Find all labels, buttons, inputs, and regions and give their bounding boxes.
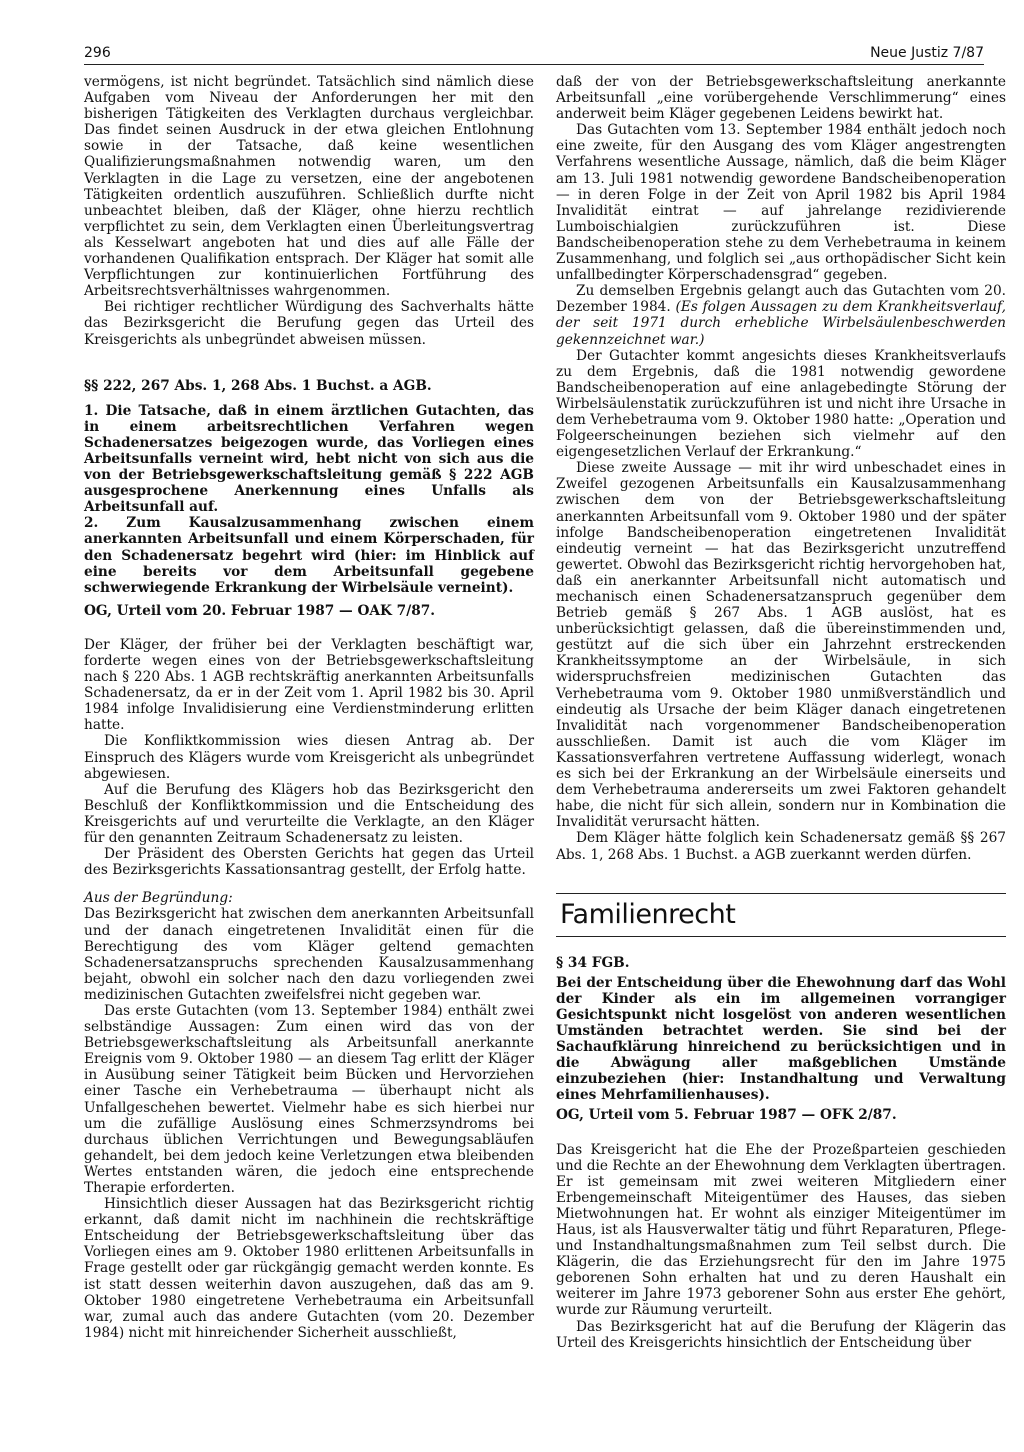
law-reference: § 34 FGB. [556,954,630,971]
paragraph-text: Zu demselben Ergebnis gelangt auch das Gutachten vom 20. Dezember 1984. [556,283,1006,316]
paragraph: Das Kreisgericht hat die Ehe der Prozeßparteien geschieden und die Rechte an der Ehewohnung dem Verklagten übertragen. Er ist gemeinsam mit zwei weiteren Mitgliedern einer Erbengemeinschaft Miteigentümer des Hauses, das sieben Mietwohnungen hat. Er wohnt als einziger Miteigentümer im Haus, ist als Hausverwalter tätig und führt Reparaturen, Pflege- und Instandhaltungsmaßnahmen zum Teil selbst durch. Die Klägerin, die das Erziehungsrecht für den im Jahre 1975 geborenen Sohn erhalten hat und zu deren Haushalt ein weiterer im Jahre 1973 geborener Sohn aus erster Ehe gehört, wurde zur Räumung verurteilt. [556,1141,1006,1319]
paragraph: Dem Kläger hätte folglich kein Schadenersatz gemäß §§ 267 Abs. 1, 268 Abs. 1 Buchst. a AGB zuerkannt werden dürfen. [556,830,1006,863]
paragraph: Der Gutachter kommt angesichts dieses Krankheitsverlaufs zu dem Ergebnis, daß die 1981 notwendig gewordene Bandscheibenoperation auf eine anlagebedingte Störung der Wirbelsäulenstatik zurückzuführen ist und nicht ihre Ursache in dem Verhebetrauma vom 9. Oktober 1980 hatte: „Operation und Folgeerscheinungen beziehen sich vielmehr auf den eigengesetzlichen Verlauf der Erkrankung.“ [556,347,1006,461]
headnote-1: 1. Die Tatsache, daß in einem ärztlichen Gutachten, das in einem arbeitsrechtlichen Verfahren wegen Schadenersatzes beigezogen wurde, das Vorliegen eines Arbeitsunfalls verneint wird, hebt nicht von sich aus die von der Betriebsgewerkschaftsleitung gemäß § 222 AGB ausgesprochene Anerkennung eines Unfalls als Arbeitsunfall auf. [84,402,534,516]
court-citation: OG, Urteil vom 5. Februar 1987 — OFK 2/87. [556,1107,897,1124]
journal-issue: Neue Justiz 7/87 [870,45,984,61]
paragraph: daß der von der Betriebsgewerkschaftsleitung anerkannte Arbeitsunfall „eine vorübergehende Verschlimmerung“ eines anderweit beim Kläger gegebenen Leidens bewirkt hat. [556,74,1006,123]
paragraph: Auf die Berufung des Klägers hob das Bezirksgericht den Beschluß der Konfliktkommission und die Entscheidung des Kreisgerichts auf und verurteilte die Verklagte, an den Kläger für den genannten Zeitraum Schadenersatz zu leisten. [84,781,534,847]
right-column [556,74,1006,1351]
paragraph-italic-note: (Es folgen Aussagen zu dem Krankheitsverlauf, der seit 1971 durch erhebliche Wirbelsäulenbeschwerden gekennzeichnet war.) [556,299,1006,348]
paragraph: Hinsichtlich dieser Aussagen hat das Bezirksgericht richtig erkannt, daß damit nicht im nachhinein die rechtskräftige Entscheidung der Betriebsgewerkschaftsleitung über das Vorliegen eines am 9. Oktober 1980 erlittenen Arbeitsunfalls in Frage gestellt oder gar rückgängig gemacht werden konnte. Es ist statt dessen weiterhin davon auszugehen, daß das am 9. Oktober 1980 eingetretene Verhebetrauma ein Arbeitsunfall war, zumal auch das andere Gutachten (vom 20. Dezember 1984) nicht mit hinreichender Sicherheit ausschließt, [84,1196,534,1341]
paragraph: Der Kläger, der früher bei der Verklagten beschäftigt war, forderte wegen eines von der Betriebsgewerkschaftsleitung nach § 220 Abs. 1 AGB rechtskräftig anerkannten Arbeitsunfalls Schadenersatz, da er in der Zeit vom 1. April 1982 bis 30. April 1984 infolge Invalidisierung eine Verdienstminderung erlitten hatte. [84,636,534,734]
paragraph: Der Präsident des Obersten Gerichts hat gegen das Urteil des Bezirksgerichts Kassationsantrag gestellt, der Erfolg hatte. [84,846,534,879]
paragraph: Das Bezirksgericht hat zwischen dem anerkannten Arbeitsunfall und der danach eingetretenen Invalidität einen für die Berechtigung des vom Kläger geltend gemachten Schadenersatzanspruchs sprechenden Kausalzusammenhang bejaht, obwohl ein solcher nach den dazu vorliegenden zwei medizinischen Gutachten zweifelsfrei nicht gegeben war. [84,906,534,1003]
paragraph: Die Konfliktkommission wies diesen Antrag ab. Der Einspruch des Klägers wurde vom Kreisgericht als unbegründet abgewiesen. [84,733,534,782]
paragraph: Das erste Gutachten (vom 13. September 1984) enthält zwei selbständige Aussagen: Zum einen wird das von der Betriebsgewerkschaftsleitung als Arbeitsunfall anerkannte Ereignis vom 9. Oktober 1980 — an diesem Tag erlitt der Kläger in Ausübung seiner Tätigkeit beim Bücken und Hervorziehen einer Tasche ein Verhebetrauma — überhaupt nicht als Unfallgeschehen bewertet. Vielmehr habe es sich hierbei nur um die zufällige Auslösung eines Schmerzsyndroms bei durchaus üblichen Verrichtungen und Bewegungsabläufen gehandelt, bei dem jedoch keine Verletzungen etwa bleibenden Wertes entstanden wären, die jedoch eine entsprechende Therapie erforderten. [84,1002,534,1196]
headnote-2: 2. Zum Kausalzusammenhang zwischen einem anerkannten Arbeitsunfall und einem Körperschaden, für den Schadenersatz begehrt wird (hier: im Hinblick auf eine bereits vor dem Arbeitsunfall gegebene schwerwiegende Erkrankung der Wirbelsäule verneint). [84,515,534,596]
section-heading: Familienrecht [556,893,1006,937]
left-column [84,74,534,1341]
court-citation: OG, Urteil vom 20. Februar 1987 — OAK 7/87. [84,602,436,619]
page-header [84,42,984,65]
page-number: 296 [84,45,111,61]
law-reference: §§ 222, 267 Abs. 1, 268 Abs. 1 Buchst. a AGB. [84,377,432,394]
paragraph: Das Bezirksgericht hat auf die Berufung der Klägerin das Urteil des Kreisgerichts hinsichtlich der Entscheidung über [556,1318,1006,1351]
paragraph [556,283,1006,347]
paragraph: Diese zweite Aussage — mit ihr wird unbeschadet eines in Zweifel gezogenen Arbeitsunfalls ein Kausalzusammenhang zwischen dem von der Betriebsgewerkschaftsleitung anerkannten Arbeitsunfall vom 9. Oktober 1980 und der später infolge Bandscheibenoperation eingetretenen Invalidität eindeutig verneint — hat das Bezirksgericht unzutreffend gewertet. Obwohl das Bezirksgericht richtig hervorgehoben hat, daß ein anerkannter Arbeitsunfall nicht automatisch und mechanisch einen Schadenersatzanspruch gegenüber dem Betrieb gemäß § 267 Abs. 1 AGB auslöst, hat es unberücksichtigt gelassen, daß die übereinstimmenden und, gestützt auf die sich über ein Jahrzehnt erstreckenden Krankheitssymptome an der Wirbelsäule, in sich widerspruchsfreien medizinischen Gutachten das Verhebetrauma vom 9. Oktober 1980 unmißverständlich und eindeutig als Ursache der beim Kläger danach eingetretenen Invalidität nach vorgenommener Bandscheibenoperation ausschließen. Damit ist auch die vom Kläger im Kassationsverfahren vertretene Auffassung widerlegt, wonach es sich bei der Erkrankung an der Wirbelsäule einerseits und dem Verhebetrauma andererseits um zwei Faktoren gehandelt habe, die nicht für sich allein, sondern nur in Kombination die Invalidität verursacht hätten. [556,460,1006,831]
reasons-heading: Aus der Begründung: [84,890,233,907]
paragraph: Das Gutachten vom 13. September 1984 enthält jedoch noch eine zweite, für den Ausgang des vom Kläger angestrengten Verfahrens wesentliche Aussage, nämlich, daß die beim Kläger am 13. Juli 1981 notwendig gewordene Bandscheibenoperation — in deren Folge in der Zeit von April 1982 bis April 1984 Invalidität eintrat — auf jahrelange rezidivierende Lumboischialgien zurückzuführen ist. Diese Bandscheibenoperation stehe zu dem Verhebetrauma in keinem Zusammenhang, und folglich sei „aus orthopädischer Sicht kein unfallbedingter Körperschadensgrad“ gegeben. [556,122,1006,284]
paragraph: Bei richtiger rechtlicher Würdigung des Sachverhalts hätte das Bezirksgericht die Berufung gegen das Urteil des Kreisgerichts als unbegründet abweisen müssen. [84,299,534,348]
headnote: Bei der Entscheidung über die Ehewohnung darf das Wohl der Kinder als ein im allgemeinen vorrangiger Gesichtspunkt nicht losgelöst von anderen wesentlichen Umständen betrachtet werden. Sie sind bei der Sachaufklärung hinreichend zu berücksichtigen und in die Abwägung aller maßgeblichen Umstände einzubeziehen (hier: Instandhaltung und Verwaltung eines Mehrfamilienhauses). [556,974,1006,1104]
paragraph: vermögens, ist nicht begründet. Tatsächlich sind nämlich diese Aufgaben vom Niveau der Anforderungen her mit den bisherigen Tätigkeiten des Verklagten durchaus vergleichbar. Das findet seinen Ausdruck in der etwa gleichen Entlohnung sowie in der Tatsache, daß keine wesentlichen Qualifizierungsmaßnahmen notwendig waren, um den Verklagten in die Lage zu versetzen, eine der angebotenen Tätigkeiten ordentlich auszuführen. Schließlich durfte nicht unbeachtet bleiben, daß der Kläger, ohne hierzu rechtlich verpflichtet zu sein, dem Verklagten einen Überleitungsvertrag als Kesselwart angeboten hat und dies auf alle Fälle der vorhandenen Qualifikation entsprach. Der Kläger hat somit alle Verpflichtungen zur kontinuierlichen Fortführung des Arbeitsrechtsverhältnisses wahrgenommen. [84,74,534,300]
